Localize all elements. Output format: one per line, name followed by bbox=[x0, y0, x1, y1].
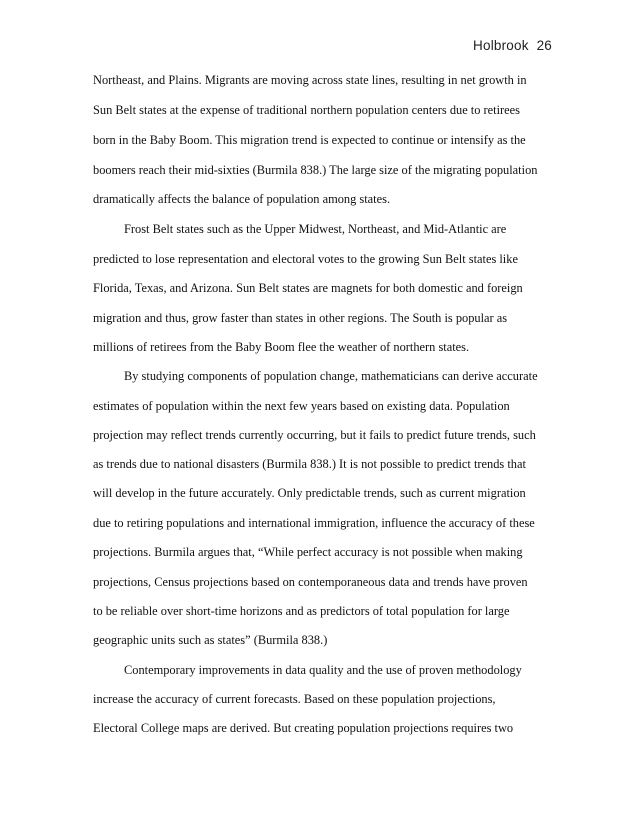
text-line: will develop in the future accurately. Only predictable trends, such as current migration bbox=[93, 486, 526, 500]
text-line: Sun Belt states at the expense of traditional northern population centers due to retirees bbox=[93, 103, 521, 117]
running-header bbox=[473, 38, 552, 53]
text-line: projection may reflect trends currently occurring, but it fails to predict future trends, such bbox=[93, 428, 536, 442]
text-line: to be reliable over short-time horizons and as predictors of total population for large bbox=[93, 604, 510, 618]
text-line: migration and thus, grow faster than states in other regions. The South is popular as bbox=[93, 311, 508, 325]
text-line: projections, Census projections based on contemporaneous data and trends have proven bbox=[93, 575, 528, 589]
text-line: millions of retirees from the Baby Boom flee the weather of northern states. bbox=[93, 340, 470, 354]
text-line: Electoral College maps are derived. But creating population projections requires two bbox=[93, 721, 514, 735]
text-line: increase the accuracy of current forecasts. Based on these population projections, bbox=[93, 692, 496, 706]
text-line: geographic units such as states” (Burmila 838.) bbox=[93, 633, 328, 647]
paragraph-first-line: Frost Belt states such as the Upper Midwest, Northeast, and Mid-Atlantic are bbox=[124, 222, 507, 236]
header-page-number: 26 bbox=[536, 38, 552, 53]
header-author: Holbrook bbox=[473, 38, 529, 53]
text-line: dramatically affects the balance of population among states. bbox=[93, 192, 391, 206]
text-line: Florida, Texas, and Arizona. Sun Belt states are magnets for both domestic and foreign bbox=[93, 281, 523, 295]
text-line: predicted to lose representation and electoral votes to the growing Sun Belt states like bbox=[93, 252, 518, 266]
text-line: estimates of population within the next few years based on existing data. Population bbox=[93, 399, 510, 413]
paragraph-first-line: By studying components of population change, mathematicians can derive accurate bbox=[124, 369, 538, 383]
text-line: as trends due to national disasters (Burmila 838.) It is not possible to predict trends that bbox=[93, 457, 526, 471]
text-line: due to retiring populations and international immigration, influence the accuracy of these bbox=[93, 516, 535, 530]
text-line: Northeast, and Plains. Migrants are moving across state lines, resulting in net growth in bbox=[93, 73, 527, 87]
text-line: boomers reach their mid-sixties (Burmila 838.) The large size of the migrating population bbox=[93, 163, 538, 177]
text-line: born in the Baby Boom. This migration trend is expected to continue or intensify as the bbox=[93, 133, 526, 147]
paragraph-first-line: Contemporary improvements in data quality and the use of proven methodology bbox=[124, 663, 522, 677]
text-line: projections. Burmila argues that, “While perfect accuracy is not possible when making bbox=[93, 545, 523, 559]
